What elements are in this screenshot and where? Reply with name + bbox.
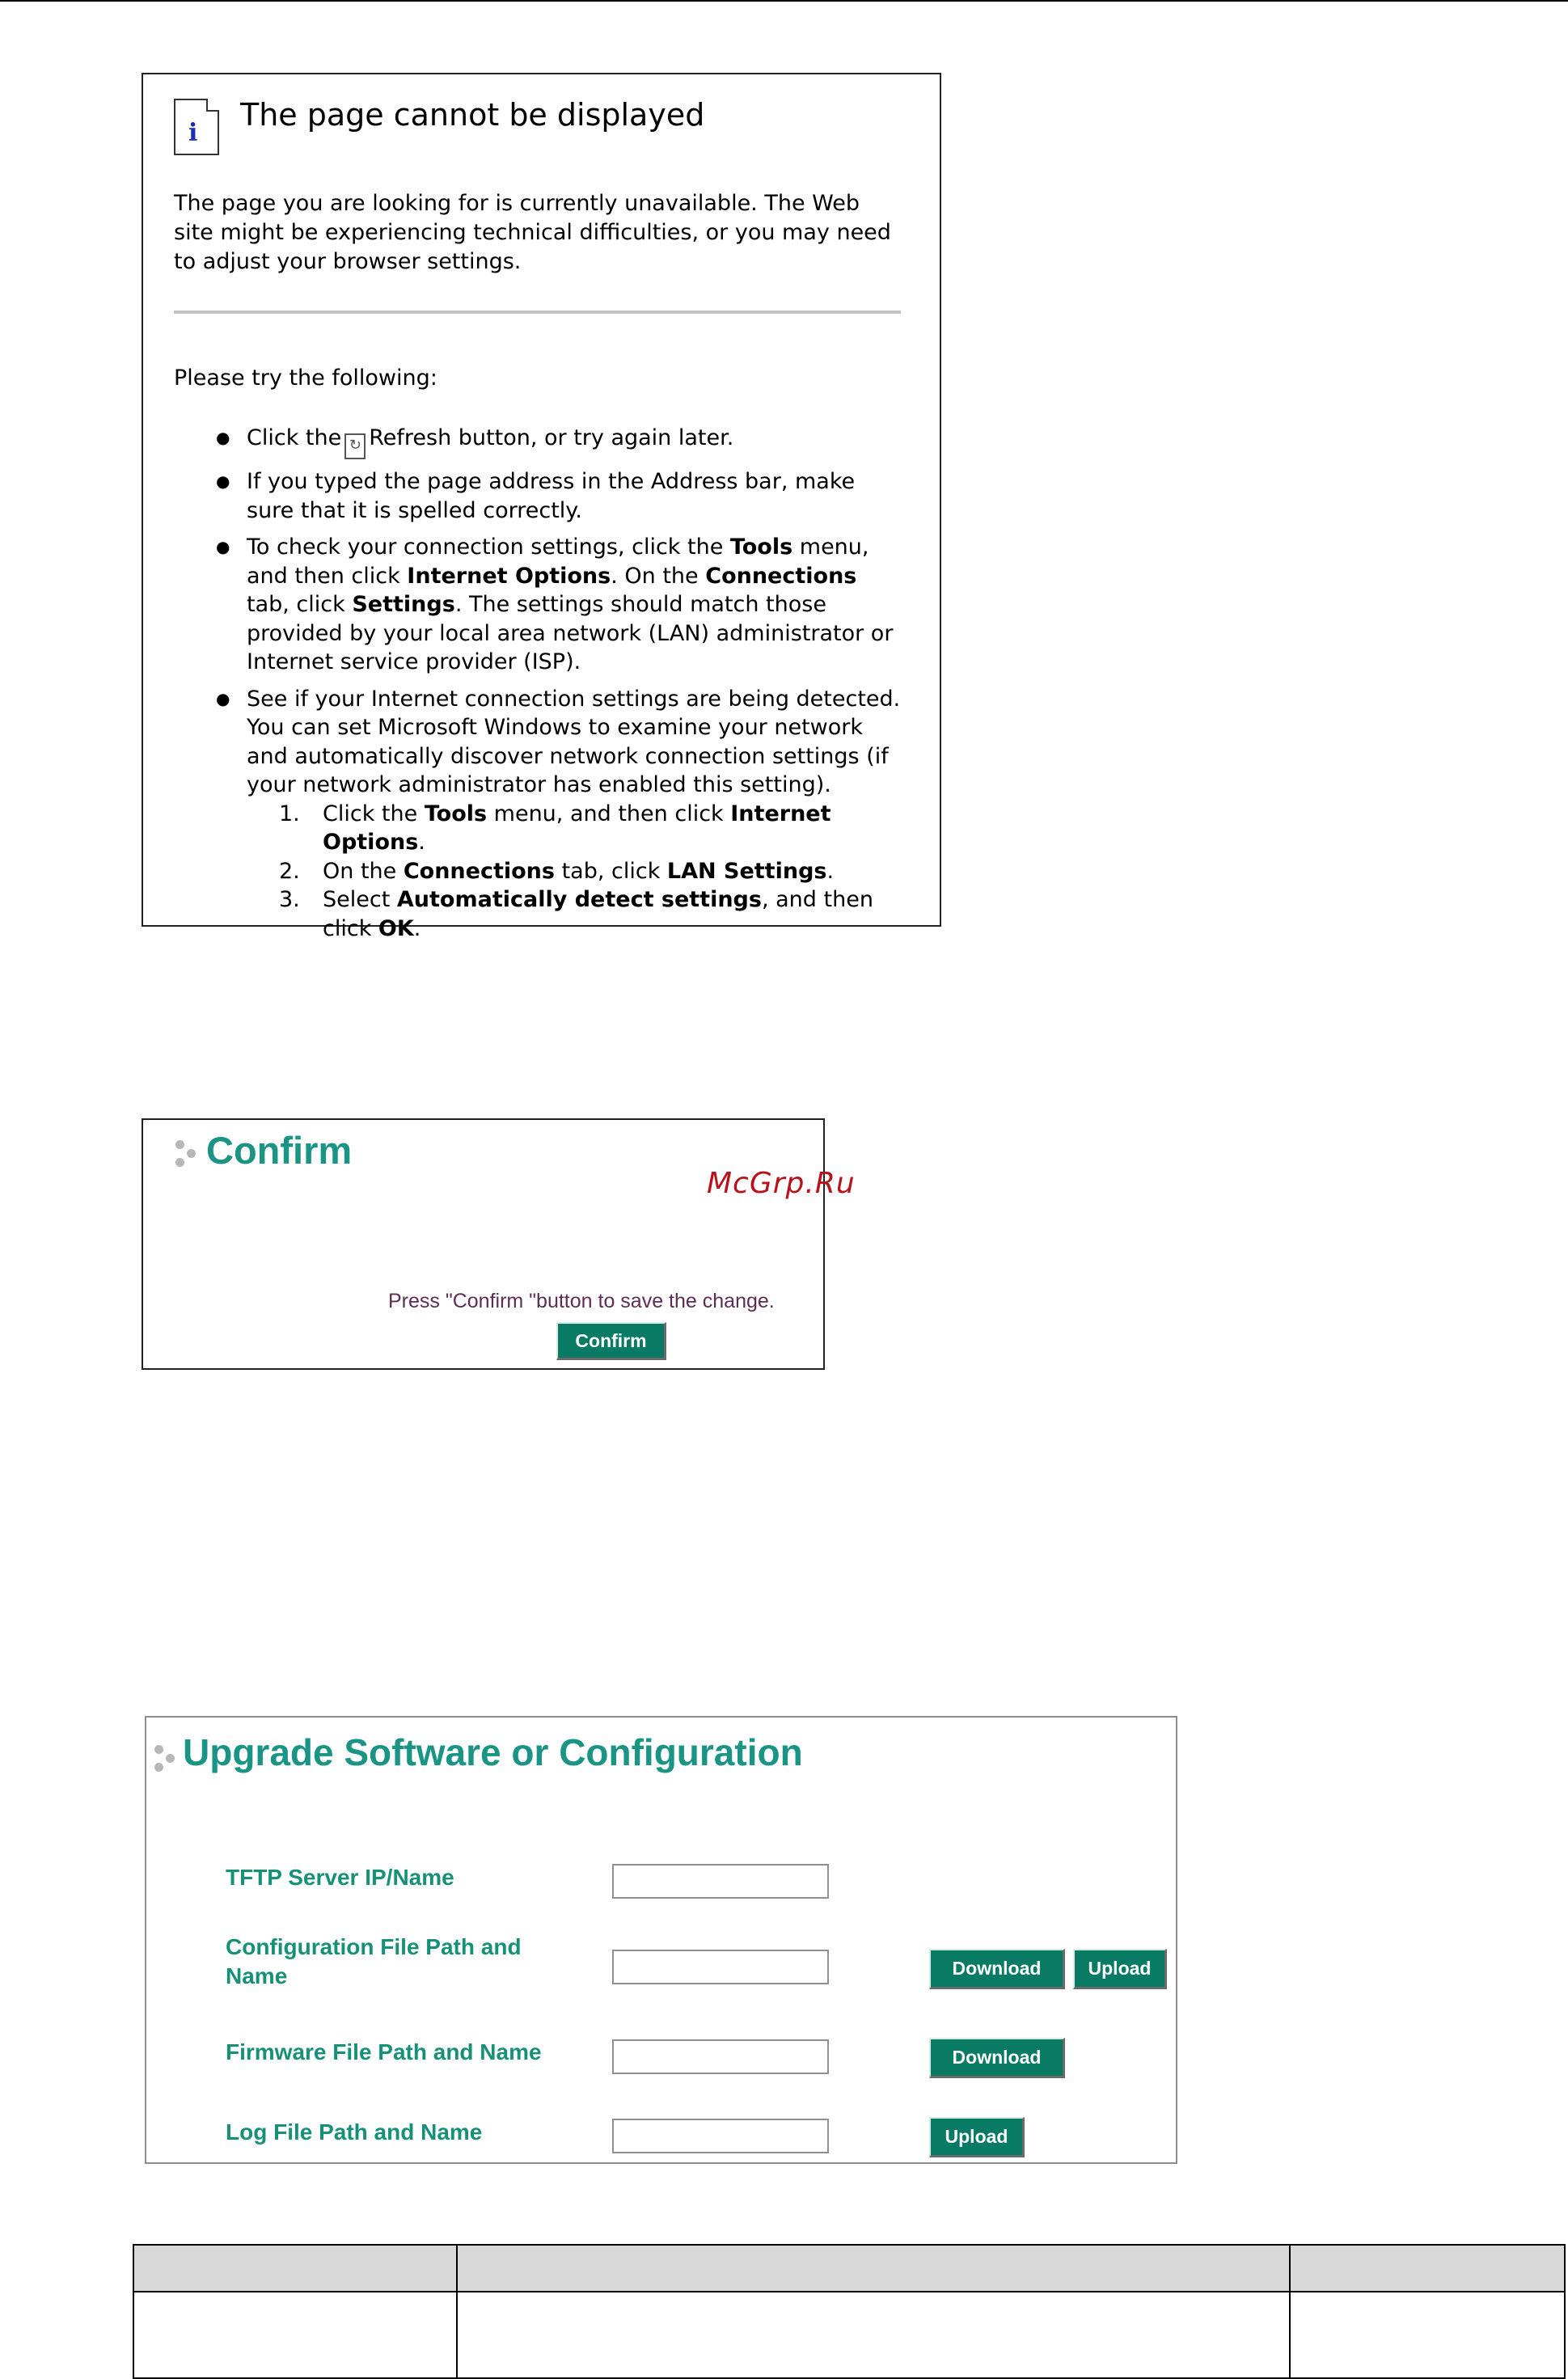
bold-ok: OK	[378, 915, 414, 941]
bold-connections: Connections	[705, 563, 857, 589]
text: menu, and then click	[487, 801, 731, 826]
info-glyph: i	[188, 119, 198, 147]
text: tab, click	[247, 592, 353, 617]
table-cell	[1290, 2292, 1565, 2378]
text: .	[413, 915, 421, 941]
bold-tools: Tools	[424, 801, 488, 826]
table-header-row	[133, 2245, 1565, 2292]
bullet1-pre: Click the	[247, 425, 342, 450]
bullet4-line: See if your Internet connection settings are being detected.	[247, 686, 901, 712]
confirm-message: Press "Confirm "button to save the change.	[388, 1290, 775, 1312]
text: Internet service provider (ISP).	[247, 649, 581, 674]
upgrade-title: Upgrade Software or Configuration	[183, 1731, 803, 1773]
info-icon	[174, 99, 219, 155]
bold-connections: Connections	[403, 858, 555, 884]
watermark: McGrp.Ru	[707, 1167, 856, 1200]
text: .	[826, 858, 835, 884]
config-upload-button[interactable]: Upload	[1073, 1949, 1167, 1989]
text: Click the	[323, 801, 425, 826]
step-3	[247, 885, 903, 943]
table-cell	[133, 2292, 457, 2378]
firmware-label: Firmware File Path and Name	[226, 2039, 542, 2064]
tftp-label: TFTP Server IP/Name	[226, 1865, 454, 1890]
log-label: Log File Path and Name	[226, 2119, 483, 2144]
bold-settings: Settings	[352, 592, 455, 617]
bold-auto-detect: Automatically detect settings	[396, 887, 762, 912]
text: , and then	[761, 887, 873, 912]
bold-lan-settings: LAN Settings	[666, 858, 827, 884]
error-intro	[174, 189, 902, 277]
error-title: The page cannot be displayed	[240, 97, 705, 133]
text: menu,	[792, 535, 869, 560]
table-header-cell	[457, 2245, 1290, 2292]
config-label-line: Configuration File Path and	[226, 1934, 522, 1959]
step-number: 1.	[279, 801, 300, 826]
text: and then click	[247, 563, 408, 589]
intro-line: to adjust your browser settings.	[174, 249, 522, 274]
bullet2-line: If you typed the page address in the Address bar, make	[247, 469, 856, 494]
tftp-server-input[interactable]	[612, 1864, 829, 1899]
suggestion-address	[216, 467, 903, 525]
bullet-dots-icon	[154, 1745, 179, 1774]
text: tab, click	[554, 858, 667, 884]
text: . The settings should match those	[454, 592, 826, 617]
upgrade-panel	[145, 1716, 1177, 2164]
bullet4-line: You can set Microsoft Windows to examine your network	[247, 715, 864, 740]
step-2	[247, 857, 903, 886]
text: . On the	[611, 563, 706, 589]
log-upload-button[interactable]: Upload	[929, 2117, 1025, 2157]
intro-line: The page you are looking for is currently unavailable. The Web	[174, 191, 860, 216]
firmware-download-button[interactable]: Download	[929, 2038, 1065, 2078]
log-file-input[interactable]	[612, 2119, 829, 2153]
text: provided by your local area network (LAN) administrator or	[247, 620, 894, 646]
intro-line: site might be experiencing technical difficulties, or you may need	[174, 220, 891, 245]
firmware-file-input[interactable]	[612, 2039, 829, 2074]
bullet4-line: and automatically discover network connection settings (if	[247, 743, 889, 769]
suggestion-connection	[216, 533, 903, 677]
separator	[174, 311, 901, 314]
text: .	[418, 830, 425, 855]
suggestion-refresh	[216, 424, 903, 459]
bold-options: Options	[323, 830, 419, 855]
config-label	[226, 1933, 522, 1991]
config-download-button[interactable]: Download	[929, 1949, 1065, 1989]
suggestion-detect	[216, 685, 903, 944]
bullet-dots-icon	[175, 1140, 200, 1169]
text: Select	[323, 887, 397, 912]
bold-internet-options: Internet Options	[407, 563, 611, 589]
text: On the	[323, 858, 404, 884]
refresh-icon: ↻	[344, 433, 366, 459]
error-page-panel	[142, 73, 941, 941]
config-label-line: Name	[226, 1963, 288, 1988]
top-rule	[0, 0, 1568, 2]
table-cell	[457, 2292, 1290, 2378]
bullet4-line: your network administrator has enabled this setting).	[247, 772, 831, 797]
steps-list	[247, 800, 903, 944]
table-row	[133, 2292, 1565, 2378]
bold-internet: Internet	[730, 801, 831, 826]
table-header-cell	[133, 2245, 457, 2292]
step-number: 2.	[279, 858, 300, 884]
suggestion-list	[216, 424, 903, 951]
text: click	[323, 915, 378, 941]
step-1	[247, 800, 903, 857]
confirm-title: Confirm	[206, 1129, 353, 1172]
try-heading: Please try the following:	[174, 366, 437, 391]
table-header-cell	[1290, 2245, 1565, 2292]
confirm-button[interactable]: Confirm	[556, 1322, 666, 1360]
confirm-panel	[142, 1118, 825, 1370]
parameter-table	[133, 2244, 1566, 2379]
config-file-input[interactable]	[612, 1950, 829, 1984]
bullet1-post: Refresh button, or try again later.	[369, 425, 734, 450]
bold-tools: Tools	[729, 535, 793, 560]
bullet2-line: sure that it is spelled correctly.	[247, 497, 583, 523]
step-number: 3.	[279, 887, 300, 912]
text: To check your connection settings, click the	[247, 535, 730, 560]
